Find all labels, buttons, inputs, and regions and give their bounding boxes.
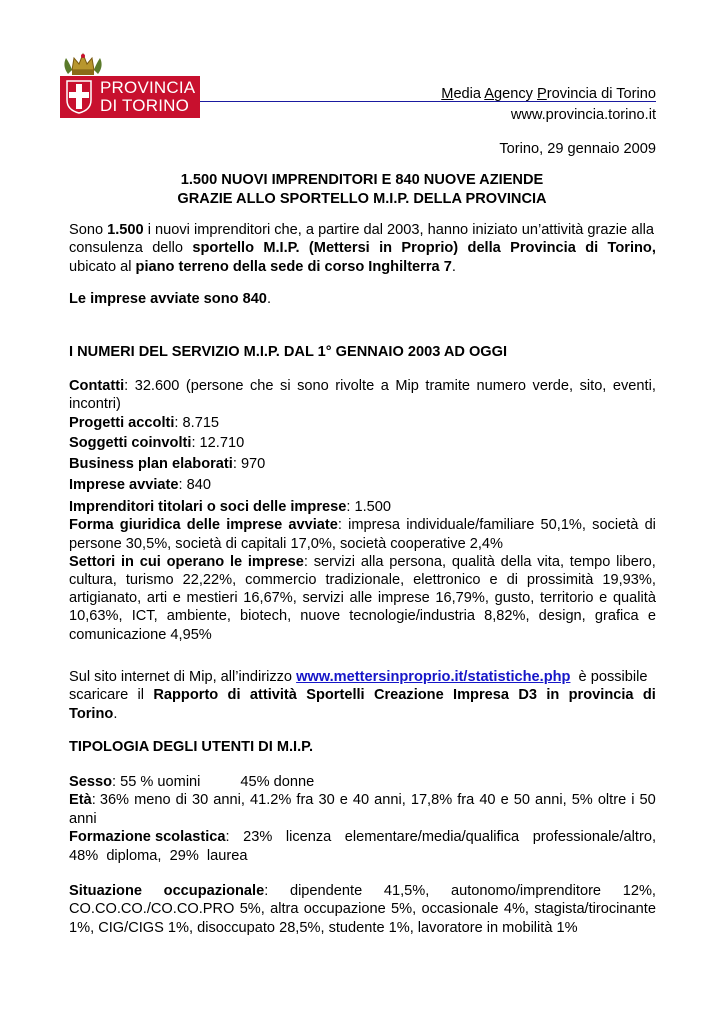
word: sito, <box>579 378 607 394</box>
word: si <box>280 378 291 394</box>
word: e <box>339 792 348 809</box>
word: elementare/media/qualifica <box>344 829 520 846</box>
word: 50 <box>513 792 530 809</box>
headline-line-1: 1.500 NUOVI IMPRENDITORI E 840 NUOVE AZIENDE <box>180 172 544 188</box>
word: (persone <box>185 378 244 394</box>
web-paragraph: Sul sito internet di Mip, all’indirizzo www.mettersinproprio.it/statistiche.php è possibile scaricare il Rapporto di attività Sportelli Creazione Impresa D3 in provincia di Torino. <box>69 669 656 722</box>
word: 16,79%, <box>435 590 489 607</box>
provincia-logo <box>60 52 200 118</box>
agency-website: www.provincia.torino.it <box>510 107 656 123</box>
word: e <box>500 792 509 809</box>
users-list: Sesso: 55 % uomini 45% donne Età: 36% meno di 30 anni, 41.2% fra 30 e 40 anni, 17,8% fra 40 e 50 anni, 5% oltre i 50 anni Formazione scolastica: 23% licenza elementare/media/qualifica professionale/altro, 48% diploma, 29% laurea Situazione occupazionale: dipendente 41,5%, autonomo/imprenditore 12%, CO.CO.CO./CO.CO.PRO 5%, altra occupazione 5%, occasionale 4%, stagista/tirocinante 1%, CIG/CIGS 1%, disoccupato 28,5%, studente 1%, lavoratore in mobilità 1% <box>69 774 656 936</box>
word: Mip <box>395 378 419 394</box>
word: 30 <box>192 792 209 809</box>
word: tecnologie/industria <box>349 608 475 625</box>
user-eta: Età: 36% meno di 30 anni, 41.2% fra 30 e 40 anni, 17,8% fra 40 e 50 anni, 5% oltre i 50 <box>69 792 656 809</box>
word: eventi, <box>612 378 656 394</box>
word: imprese <box>377 590 430 607</box>
user-situazione: Situazione occupazionale: dipendente 41,5%, autonomo/imprenditore 12%, <box>69 883 656 900</box>
word: artigianato, <box>69 590 142 607</box>
word: delle <box>186 517 221 534</box>
word: persona, <box>389 553 447 570</box>
word: della <box>500 553 532 570</box>
user-sesso: Sesso: 55 % uomini 45% donne <box>69 774 315 790</box>
word: territorio <box>540 590 594 607</box>
word: impresa <box>348 517 401 534</box>
word: Creazione <box>373 687 444 704</box>
word: prossimità <box>526 572 594 589</box>
word: 41,5%, <box>383 883 430 900</box>
word: fra <box>457 792 475 809</box>
word: dipendente <box>289 883 363 900</box>
word: 5% <box>571 792 593 809</box>
word: e <box>647 608 656 625</box>
word: imprese <box>226 517 283 534</box>
user-formazione: Formazione scolastica: 23% licenza elementare/media/qualifica professionale/altro, <box>69 829 656 846</box>
word: D3 <box>518 687 537 704</box>
word: 50,1%, <box>540 517 586 534</box>
stat-imprese: Imprese avviate: 840 <box>69 477 211 494</box>
stat-forma-giuridica: Forma giuridica delle imprese avviate: impresa individuale/familiare 50,1%, società di <box>69 517 656 534</box>
word: 16,67%, <box>243 590 297 607</box>
word: sono <box>297 378 329 394</box>
word: in <box>120 553 134 570</box>
word: servizi <box>313 553 356 570</box>
word: autonomo/imprenditore <box>450 883 602 900</box>
word: di <box>642 687 656 704</box>
word: Settori <box>69 553 116 570</box>
word: 22,22%, <box>182 572 237 589</box>
word: oltre <box>597 792 627 809</box>
word: tramite <box>425 378 470 394</box>
word: operano <box>166 553 225 570</box>
word: Sportelli <box>306 687 365 704</box>
word: e <box>599 590 608 607</box>
word: servizi <box>302 590 344 607</box>
word: Situazione <box>69 883 142 900</box>
word: gusto, <box>494 590 535 607</box>
word: 5%, <box>239 901 265 918</box>
word: cultura, <box>69 572 117 589</box>
word: vita, <box>537 553 565 570</box>
word: elettronico <box>413 572 481 589</box>
stat-progetti: Progetti accolti: 8.715 <box>69 415 220 432</box>
stat-settori: Settori in cui operano le imprese: servizi alla persona, qualità della vita, tempo libero, <box>69 553 656 570</box>
word: le <box>229 553 243 570</box>
word: provincia <box>568 687 634 704</box>
word: in <box>546 687 560 704</box>
word: di <box>506 572 518 589</box>
word: di <box>644 517 656 534</box>
section-heading-numeri: I NUMERI DEL SERVIZIO M.I.P. DAL 1° GENNAIO 2003 AD OGGI <box>69 344 508 360</box>
word: rivolte <box>335 378 375 394</box>
press-date: Torino, 29 gennaio 2009 <box>499 141 656 157</box>
logo-text-provincia: PROVINCIA <box>100 78 196 97</box>
word: di <box>227 687 241 704</box>
word: società <box>592 517 639 534</box>
word: Rapporto <box>153 687 219 704</box>
word: fra <box>296 792 314 809</box>
word: 41.2% <box>249 792 292 809</box>
shield-cross-icon <box>66 80 92 114</box>
word: commercio <box>245 572 317 589</box>
word: 50 <box>639 792 656 809</box>
word: e <box>489 572 498 589</box>
word: 40 <box>479 792 496 809</box>
word: mestieri <box>186 590 238 607</box>
section-heading-tipologia: TIPOLOGIA DEGLI UTENTI DI M.I.P. <box>69 739 314 755</box>
word: anni, <box>213 792 245 809</box>
headline-line-2: GRAZIE ALLO SPORTELLO M.I.P. DELLA PROVINCIA <box>177 191 547 207</box>
word: libero, <box>616 553 656 570</box>
word: giuridica <box>119 517 181 534</box>
word: occasionale <box>421 901 499 918</box>
word: altra <box>270 901 299 918</box>
word: nuove <box>300 608 341 625</box>
stat-contatti: Contatti: 32.600 (persone che si sono rivolte a Mip tramite numero verde, sito, eventi, <box>69 378 656 394</box>
word: 19,93%, <box>602 572 656 589</box>
word: stagista/tirocinante <box>534 901 656 918</box>
word: cui <box>139 553 161 570</box>
word: a <box>380 378 389 394</box>
word: i <box>631 792 635 809</box>
word: e <box>172 590 181 607</box>
stat-soggetti: Soggetti coinvolti: 12.710 <box>69 434 245 451</box>
word: 4%, <box>503 901 529 918</box>
word: attività <box>249 687 297 704</box>
word: tradizionale, <box>325 572 405 589</box>
word: di <box>175 792 187 809</box>
word: meno <box>134 792 171 809</box>
word: CO.CO.CO./CO.CO.PRO <box>69 901 235 918</box>
word: ambiente, <box>166 608 231 625</box>
word: 40 <box>352 792 370 809</box>
word: qualità <box>451 553 495 570</box>
imprese-avviate-line: Le imprese avviate sono 840. <box>69 291 271 307</box>
word: 8,82%, <box>484 608 530 625</box>
crown-emblem-icon <box>60 52 106 78</box>
word: alla <box>360 553 384 570</box>
word: verde, <box>532 378 574 394</box>
word: che <box>249 378 274 394</box>
word: ICT, <box>131 608 158 625</box>
word: occupazione <box>303 901 386 918</box>
word: 32.600 <box>134 378 180 394</box>
word: numero <box>476 378 526 394</box>
word: il <box>137 687 145 704</box>
stats-list: Contatti: 32.600 (persone che si sono rivolte a Mip tramite numero verde, sito, eventi, incontri) Progetti accolti: 8.715 Soggetti coinvolti: 12.710 Business plan elaborati: 970 Imprese avviate: 840 Imprenditori titolari o soci delle imprese: 1.500 Forma giuridica delle imprese avviate: impresa individuale/familiare 50,1%, società di persone 30,5%, società di capitali 17,0%, società cooperative 2,4% Settori in cui operano le imprese: servizi alla persona, qualità della vita, tempo libero, cultura, turismo 22,22%, commercio tradizionale, elettronico e di prossimità 19,93%, artigianato, arti e mestieri 16,67%, servizi alle imprese 16,79%, gusto, territorio e qualità 10,63%, ICT, ambiente, biotech, nuove tecnologie/industria 8,82%, design, grafica e comunicazione 4,95% <box>69 378 656 643</box>
word: qualità <box>612 590 656 607</box>
word: professionale/altro, <box>532 829 656 846</box>
word: design, <box>538 608 586 625</box>
word: licenza <box>285 829 332 846</box>
word: 17,8% <box>410 792 453 809</box>
word: grafica <box>594 608 639 625</box>
word: 30 <box>318 792 335 809</box>
intro-paragraph: Sono 1.500 i nuovi imprenditori che, a partire dal 2003, hanno iniziato un’attività grazie alla consulenza dello sportello M.I.P. (Mettersi in Proprio) della Provincia di Torino, ubicato al piano terreno della sede di corso Inghilterra 7. <box>69 222 656 275</box>
stat-titolari: Imprenditori titolari o soci delle imprese: 1.500 <box>69 499 391 516</box>
word: 12%, <box>622 883 656 900</box>
word: arti <box>146 590 168 607</box>
word: anni, <box>535 792 567 809</box>
word: anni, <box>374 792 406 809</box>
statistiche-link[interactable]: www.mettersinproprio.it/statistiche.php <box>296 669 571 685</box>
word: biotech, <box>240 608 292 625</box>
word: Impresa <box>453 687 510 704</box>
word: tempo <box>569 553 611 570</box>
logo-text-di-torino: DI TORINO <box>100 96 190 115</box>
word: Forma <box>69 517 114 534</box>
word: 10,63%, <box>69 608 123 625</box>
stat-business-plan: Business plan elaborati: 970 <box>69 455 266 472</box>
agency-name: Media Agency Provincia di Torino <box>441 86 656 102</box>
word: 23% <box>243 829 273 846</box>
word: scaricare <box>69 687 129 704</box>
word: turismo <box>125 572 174 589</box>
word: 5%, <box>391 901 417 918</box>
word: individuale/familiare <box>406 517 535 534</box>
word: alle <box>349 590 373 607</box>
